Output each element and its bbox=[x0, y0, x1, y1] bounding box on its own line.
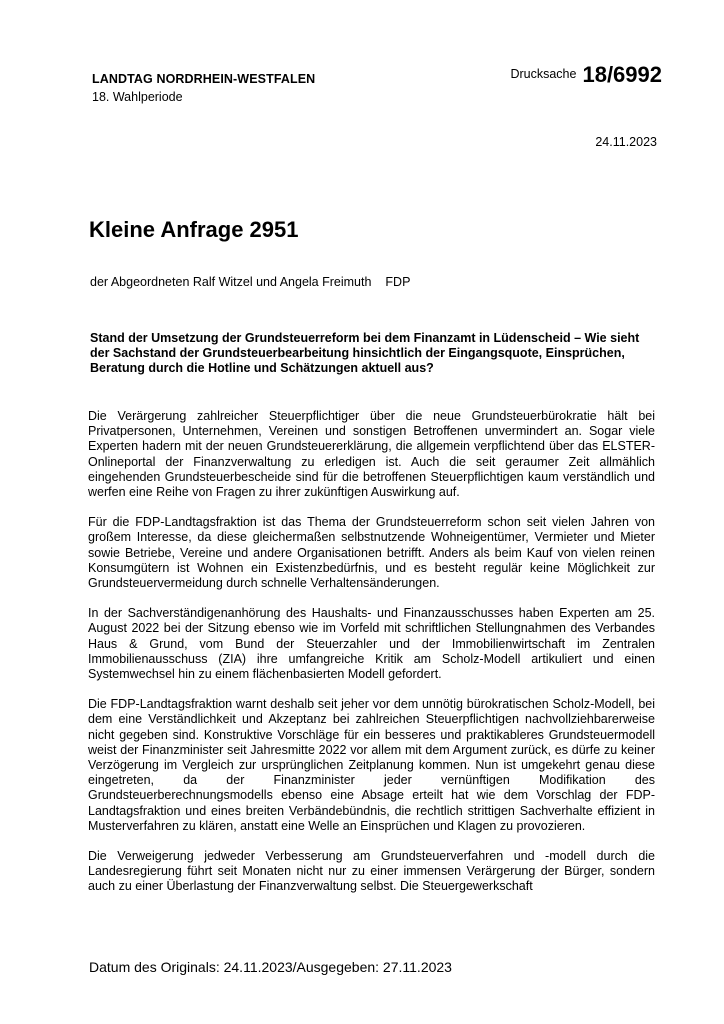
electoral-period: 18. Wahlperiode bbox=[92, 90, 183, 104]
authors: der Abgeordneten Ralf Witzel und Angela Freimuth bbox=[90, 275, 372, 289]
document-date: 24.11.2023 bbox=[595, 135, 657, 149]
paragraph: Die Verweigerung jedweder Verbesserung am Grundsteuerverfahren und -modell durch die Landesregierung führt seit Monaten nicht nur zu einer immensen Verärgerung der Bürger, sondern auch zu einer Überlastung der Finanzverwaltung selbst. Die Steuergewerkschaft bbox=[88, 849, 655, 894]
drucksache-label: Drucksache bbox=[510, 67, 577, 81]
parliament-name: LANDTAG NORDRHEIN-WESTFALEN bbox=[92, 72, 316, 86]
drucksache bbox=[510, 62, 662, 88]
paragraph: Die FDP-Landtagsfraktion warnt deshalb seit jeher vor dem unnötig bürokratischen Scholz-Modell, bei dem eine Verständlichkeit und Akzeptanz bei zahlreichen Steuerpflichtigen nachvollziehbarerweise nicht gegeben sind. Konstruktive Vorschläge für ein besseres und praktikableres Grundsteuermodell weist der Finanzminister seit Jahresmitte 2022 vor allem mit dem Argument zurück, es dürfe zu keiner Verzögerung im Vergleich zur ursprünglichen Zeitplanung kommen. Nun ist umgekehrt genau diese eingetreten, da der Finanzminister jeder vernünftigen Modifikation des Grundsteuerberechnungsmodells ebenso eine Absage erteilt hat wie dem Vorschlag der FDP-Landtagsfraktion und eines breiten Verbändebündnis, die rechtlich strittigen Sachverhalte effizient in Musterverfahren zu klären, anstatt eine Welle an Einsprüchen und Klagen zu provozieren. bbox=[88, 697, 655, 833]
paragraph: Die Verärgerung zahlreicher Steuerpflichtiger über die neue Grundsteuerbürokratie hält bei Privatpersonen, Unternehmen, Vereinen und sonstigen Betroffenen unvermindert an. Sogar viele Experten hadern mit der neuen Grundsteuererklärung, die allgemein verpflichtend über das ELSTER-Onlineportal der Finanzverwaltung zu erledigen ist. Auch die seit geraumer Zeit allmählich eingehenden Grundsteuerbescheide sind für die betroffenen Steuerpflichtigen kaum verständlich und werfen eine Reihe von Fragen zu ihrer zukünftigen Auswirkung auf. bbox=[88, 409, 655, 500]
paragraph: Für die FDP-Landtagsfraktion ist das Thema der Grundsteuerreform schon seit vielen Jahren von großem Interesse, da diese gleichermaßen selbstnutzende Wohneigentümer, Vermieter und Mieter sowie Betriebe, Vereine und andere Organisationen betrifft. Anders als beim Kauf von vielen reinen Konsumgütern ist Wohnen ein Existenzbedürfnis, und es besteht regulär keine Möglichkeit zur Grundsteuervermeidung durch schnelle Verhaltensänderungen. bbox=[88, 515, 655, 591]
paragraph: In der Sachverständigenanhörung des Haushalts- und Finanzausschusses haben Experten am 25. August 2022 bei der Sitzung ebenso wie im Vorfeld mit schriftlichen Stellungnahmen des Verbandes Haus & Grund, vom Bund der Steuerzahler und der Immobilienwirtschaft im Zentralen Immobilienausschuss (ZIA) ihre umfangreiche Kritik am Scholz-Modell artikuliert und einen Systemwechsel hin zu einem flächenbasierten Modell gefordert. bbox=[88, 606, 655, 682]
document-title: Kleine Anfrage 2951 bbox=[89, 217, 299, 242]
party: FDP bbox=[385, 275, 411, 289]
drucksache-number: 18/6992 bbox=[582, 62, 662, 87]
body-text bbox=[88, 409, 655, 895]
subject-heading: Stand der Umsetzung der Grundsteuerreform bei dem Finanzamt in Lüdenscheid – Wie sieht der Sachstand der Grundsteuerbearbeitung hinsichtlich der Eingangsquote, Einsprüchen, Beratung durch die Hotline und Schätzungen aktuell aus? bbox=[90, 331, 640, 375]
authors-line bbox=[90, 275, 410, 289]
footer-date-line: Datum des Originals: 24.11.2023/Ausgegeben: 27.11.2023 bbox=[89, 959, 452, 975]
